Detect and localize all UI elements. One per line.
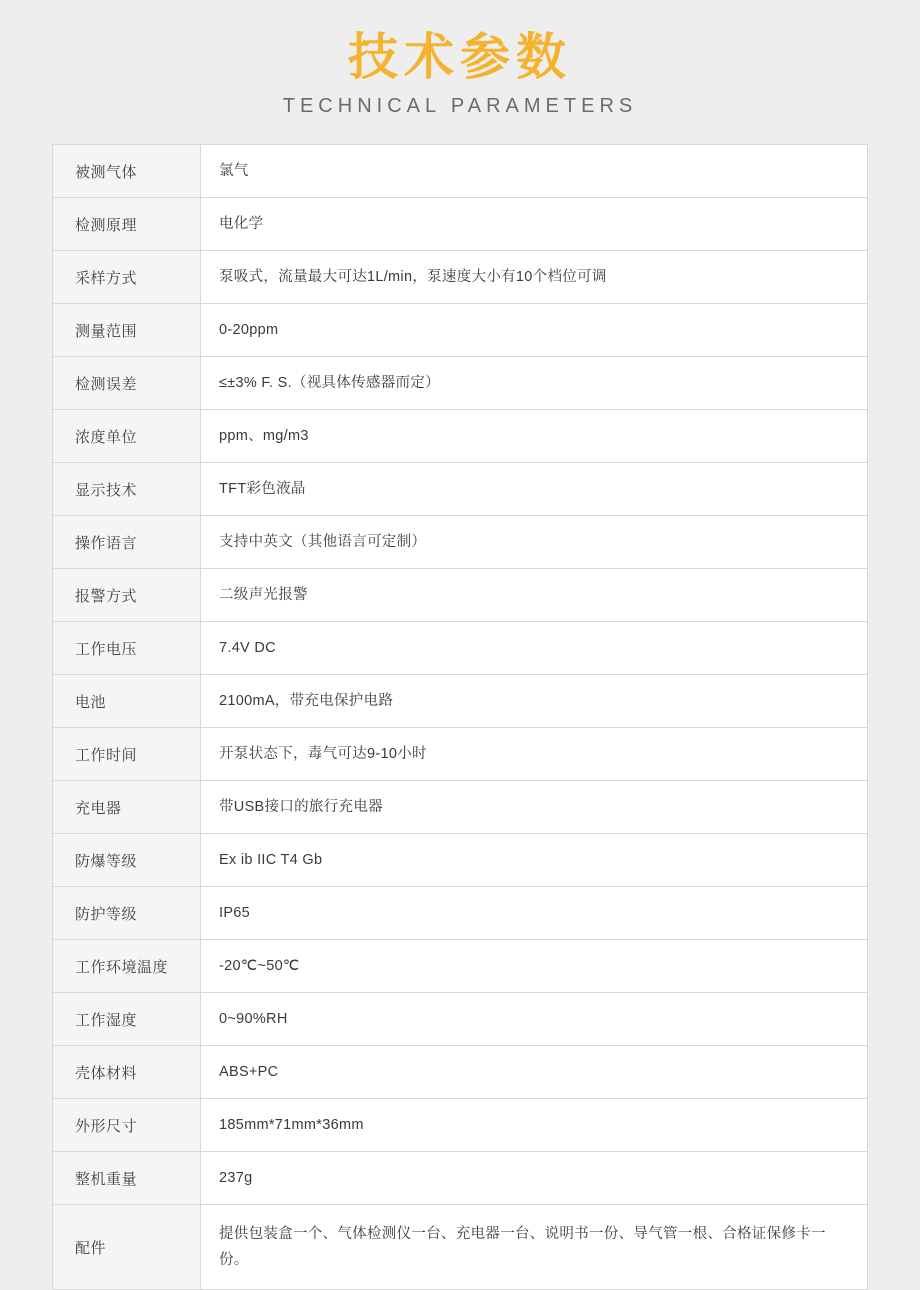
row-label: 配件	[53, 1205, 201, 1290]
table-body	[53, 145, 868, 1290]
table-row	[53, 357, 868, 410]
row-value: 泵吸式，流量最大可达1L/min，泵速度大小有10个档位可调	[201, 251, 868, 304]
table-row	[53, 198, 868, 251]
row-value: Ex ib IIC T4 Gb	[201, 834, 868, 887]
page-subtitle: TECHNICAL PARAMETERS	[282, 95, 638, 117]
page-header	[0, 0, 920, 120]
row-value: TFT彩色液晶	[201, 463, 868, 516]
table-row	[53, 675, 868, 728]
row-label: 外形尺寸	[53, 1099, 201, 1152]
technical-parameters-table	[52, 144, 868, 1290]
row-value: ≤±3% F. S.（视具体传感器而定）	[201, 357, 868, 410]
table-row	[53, 834, 868, 887]
table-row	[53, 1205, 868, 1290]
row-value: 电化学	[201, 198, 868, 251]
page-title: 技术参数	[348, 29, 572, 85]
table-row	[53, 781, 868, 834]
row-label: 工作时间	[53, 728, 201, 781]
row-value: 0~90%RH	[201, 993, 868, 1046]
row-value: 带USB接口的旅行充电器	[201, 781, 868, 834]
row-value: 7.4V DC	[201, 622, 868, 675]
row-value: 0-20ppm	[201, 304, 868, 357]
row-value: 2100mA，带充电保护电路	[201, 675, 868, 728]
row-label: 检测原理	[53, 198, 201, 251]
row-label: 整机重量	[53, 1152, 201, 1205]
row-label: 电池	[53, 675, 201, 728]
table-row	[53, 569, 868, 622]
row-label: 操作语言	[53, 516, 201, 569]
row-value: IP65	[201, 887, 868, 940]
row-label: 壳体材料	[53, 1046, 201, 1099]
table-row	[53, 993, 868, 1046]
row-label: 防爆等级	[53, 834, 201, 887]
table-row	[53, 622, 868, 675]
row-label: 工作湿度	[53, 993, 201, 1046]
spec-table-container	[52, 144, 868, 1290]
row-label: 测量范围	[53, 304, 201, 357]
table-row	[53, 410, 868, 463]
row-label: 被测气体	[53, 145, 201, 198]
table-row	[53, 304, 868, 357]
row-label: 防护等级	[53, 887, 201, 940]
row-value: 开泵状态下，毒气可达9-10小时	[201, 728, 868, 781]
row-value: 支持中英文（其他语言可定制）	[201, 516, 868, 569]
table-row	[53, 1099, 868, 1152]
row-value: ppm、mg/m3	[201, 410, 868, 463]
row-label: 采样方式	[53, 251, 201, 304]
row-label: 浓度单位	[53, 410, 201, 463]
table-row	[53, 516, 868, 569]
row-label: 检测误差	[53, 357, 201, 410]
table-row	[53, 728, 868, 781]
row-label: 工作电压	[53, 622, 201, 675]
row-label: 报警方式	[53, 569, 201, 622]
row-value: ABS+PC	[201, 1046, 868, 1099]
row-label: 充电器	[53, 781, 201, 834]
table-row	[53, 1046, 868, 1099]
row-label: 工作环境温度	[53, 940, 201, 993]
row-value: 二级声光报警	[201, 569, 868, 622]
table-row	[53, 940, 868, 993]
row-value: 氯气	[201, 145, 868, 198]
row-value: 提供包装盒一个、气体检测仪一台、充电器一台、说明书一份、导气管一根、合格证保修卡一份。	[201, 1205, 868, 1290]
table-row	[53, 145, 868, 198]
table-row	[53, 251, 868, 304]
table-row	[53, 1152, 868, 1205]
row-value: -20℃~50℃	[201, 940, 868, 993]
row-value: 185mm*71mm*36mm	[201, 1099, 868, 1152]
row-value: 237g	[201, 1152, 868, 1205]
table-row	[53, 463, 868, 516]
table-row	[53, 887, 868, 940]
row-label: 显示技术	[53, 463, 201, 516]
